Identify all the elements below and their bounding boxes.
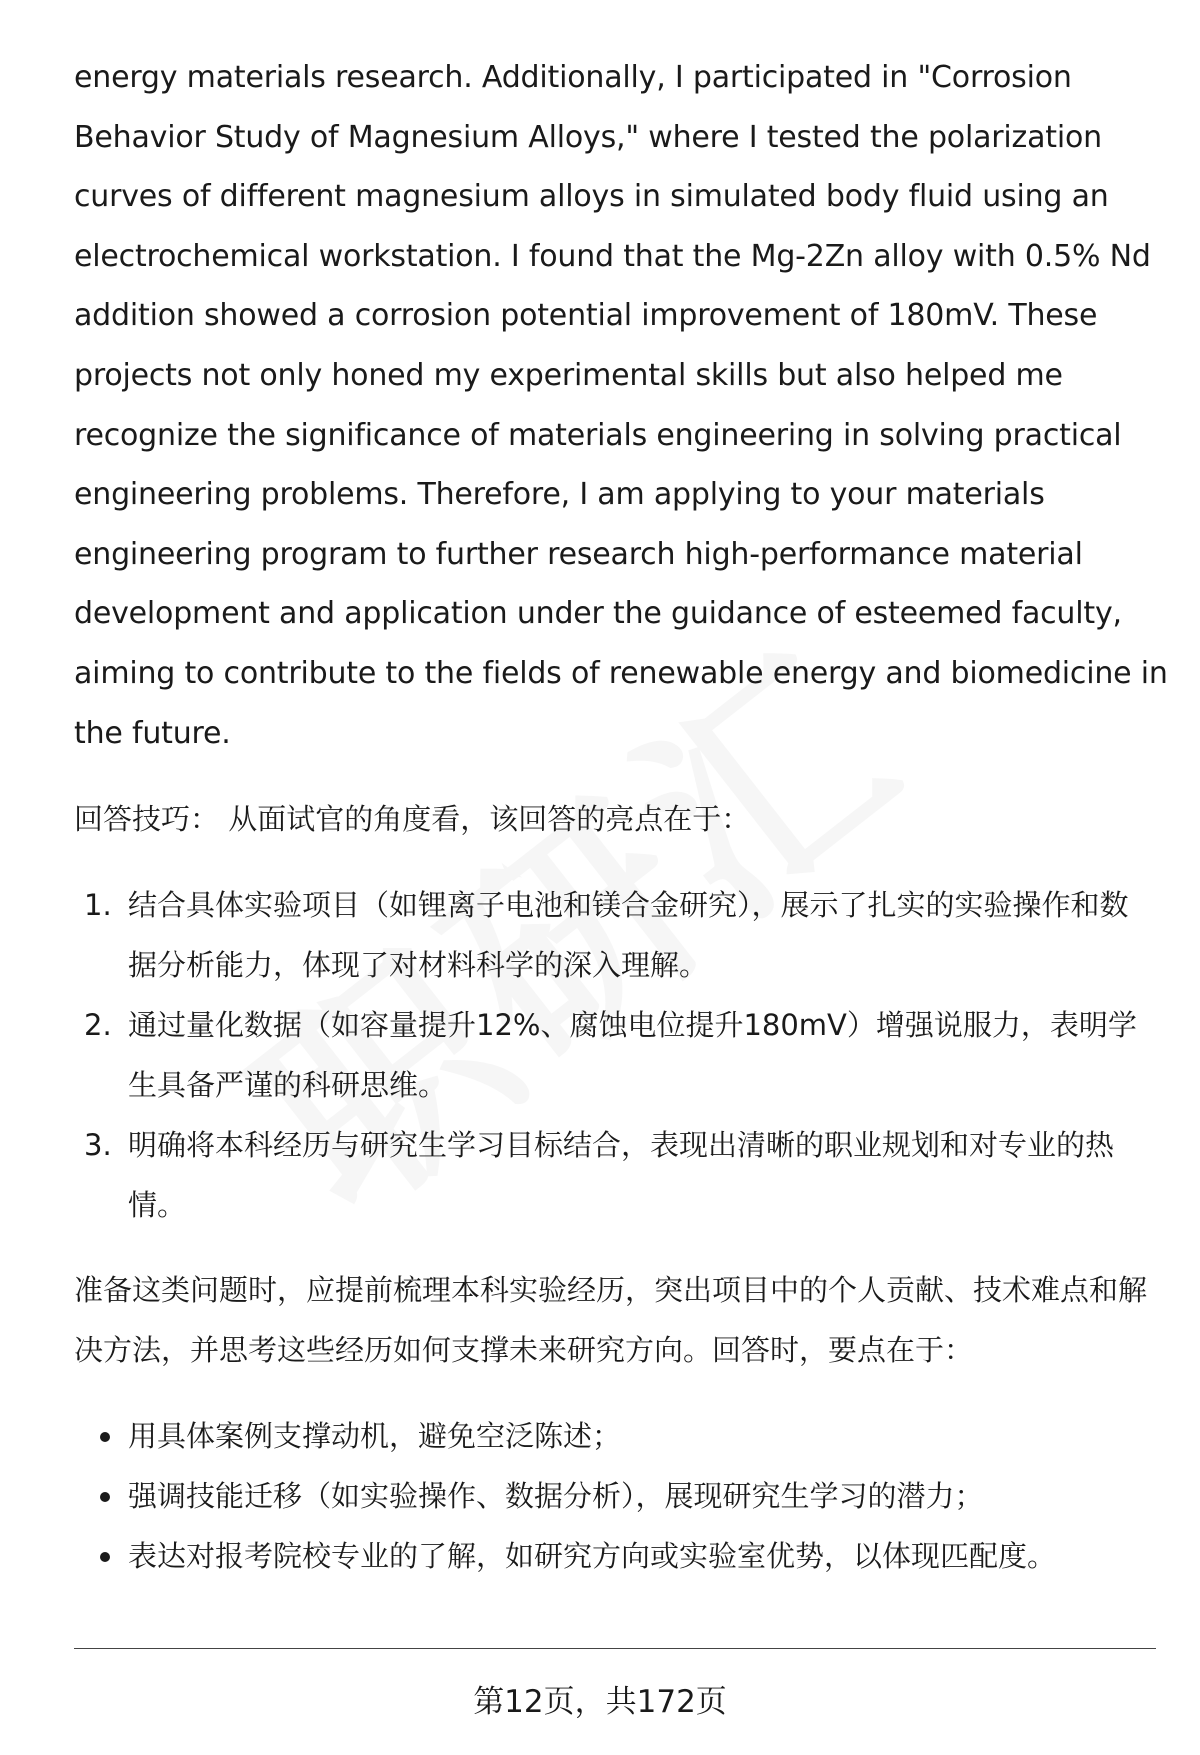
essay-paragraph [74,48,1168,763]
essay-line: recognize the significance of materials engineering in solving practical [74,417,1122,453]
list-number: 2. [84,1008,112,1043]
list-item [74,1115,1154,1235]
list-item-text: 强调技能迁移（如实验操作、数据分析），展现研究生学习的潜力； [128,1479,984,1514]
list-number: 1. [84,888,112,923]
essay-line: the future. [74,715,231,751]
essay-line: curves of different magnesium alloys in simulated body fluid using an [74,179,1109,215]
page-content [74,48,1168,1586]
essay-line: electrochemical workstation. I found that the Mg-2Zn alloy with 0.5% Nd [74,238,1151,274]
list-item [74,1466,1154,1526]
list-item [74,995,1154,1115]
essay-line: Behavior Study of Magnesium Alloys," where I tested the polarization [74,119,1102,155]
list-item [74,1406,1154,1466]
bullet-icon [100,1492,110,1502]
preparation-paragraph: 准备这类问题时，应提前梳理本科实验经历，突出项目中的个人贡献、技术难点和解决方法，并思考这些经历如何支撑未来研究方向。回答时，要点在于： [74,1273,1148,1368]
essay-line: aiming to contribute to the fields of renewable energy and biomedicine in [74,655,1168,691]
list-item-text: 明确将本科经历与研究生学习目标结合，表现出清晰的职业规划和对专业的热情。 [128,1128,1115,1223]
list-item-text: 用具体案例支撑动机，避免空泛陈述； [128,1419,622,1454]
essay-line: projects not only honed my experimental skills but also helped me [74,357,1063,393]
essay-line: engineering problems. Therefore, I am applying to your materials [74,477,1045,513]
list-item-text: 结合具体实验项目（如锂离子电池和镁合金研究），展示了扎实的实验操作和数据分析能力，体现了对材料科学的深入理解。 [128,888,1129,983]
list-item [74,875,1154,995]
tips-heading: 回答技巧： 从面试官的角度看，该回答的亮点在于： [74,802,751,837]
page-number: 第12页，共172页 [473,1684,727,1720]
list-number: 3. [84,1128,112,1163]
essay-line: development and application under the guidance of esteemed faculty, [74,596,1122,632]
essay-line: energy materials research. Additionally, I participated in "Corrosion [74,60,1072,95]
bullet-icon [100,1552,110,1562]
footer-divider [74,1648,1156,1649]
essay-line: engineering program to further research high-performance material [74,536,1083,572]
essay-line: addition showed a corrosion potential improvement of 180mV. These [74,298,1098,334]
list-item-text: 表达对报考院校专业的了解，如研究方向或实验室优势，以体现匹配度。 [128,1539,1057,1574]
bullet-icon [100,1432,110,1442]
highlights-list [74,875,1154,1235]
list-item-text: 通过量化数据（如容量提升12%、腐蚀电位提升180mV）增强说服力，表明学生具备严谨的科研思维。 [128,1008,1137,1103]
key-points-list [74,1406,1154,1586]
list-item [74,1526,1154,1586]
